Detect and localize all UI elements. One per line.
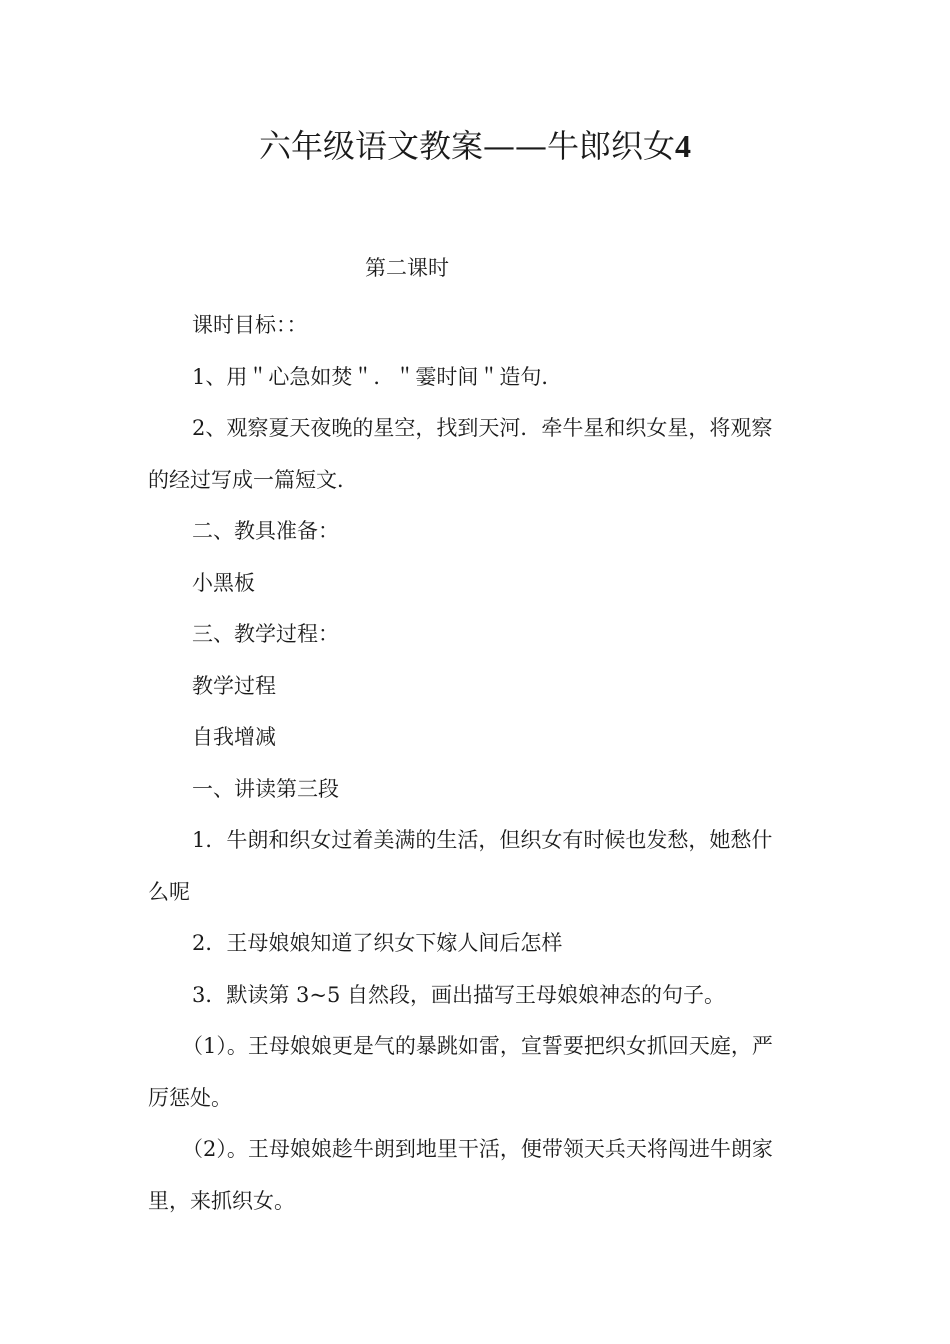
paragraph-process-heading: 三、教学过程： (192, 622, 339, 646)
title-text: 六年级语文教案——牛郎织女 (258, 127, 675, 165)
paragraph-question-3: 3．默读第 3~5 自然段，画出描写王母娘娘神态的句子。 (192, 982, 726, 1007)
lesson-heading: 第二课时 (365, 256, 449, 280)
paragraph-section-three: 一、讲读第三段 (192, 776, 339, 801)
document-body (148, 300, 788, 1227)
paragraph-objective-1: 1、用＂心急如焚＂．＂霎时间＂造句． (192, 364, 563, 389)
paragraph-self-adjust: 自我增减 (192, 725, 276, 749)
paragraph-objectives-heading: 课时目标：： (192, 313, 308, 337)
paragraph-objective-2: 2、观察夏天夜晚的星空，找到天河．牵牛星和织女星，将观察的经过写成一篇短文． (148, 416, 773, 492)
paragraph-tools-heading: 二、教具准备： (192, 519, 339, 543)
title-number: 4 (675, 128, 691, 164)
paragraph-process: 教学过程 (192, 673, 276, 698)
paragraph-tools: 小黑板 (192, 570, 255, 595)
paragraph-question-2: 2．王母娘娘知道了织女下嫁人间后怎样 (192, 931, 563, 955)
document-title (0, 122, 950, 170)
paragraph-question-1: 1．牛朗和织女过着美满的生活，但织女有时候也发愁，她愁什么呢 (148, 828, 773, 904)
paragraph-sub-2: （2）。王母娘娘趁牛朗到地里干活，便带领天兵天将闯进牛朗家里，来抓织女。 (148, 1137, 773, 1213)
paragraph-sub-1: （1）。王母娘娘更是气的暴跳如雷，宣誓要把织女抓回天庭，严厉惩处。 (148, 1034, 773, 1110)
